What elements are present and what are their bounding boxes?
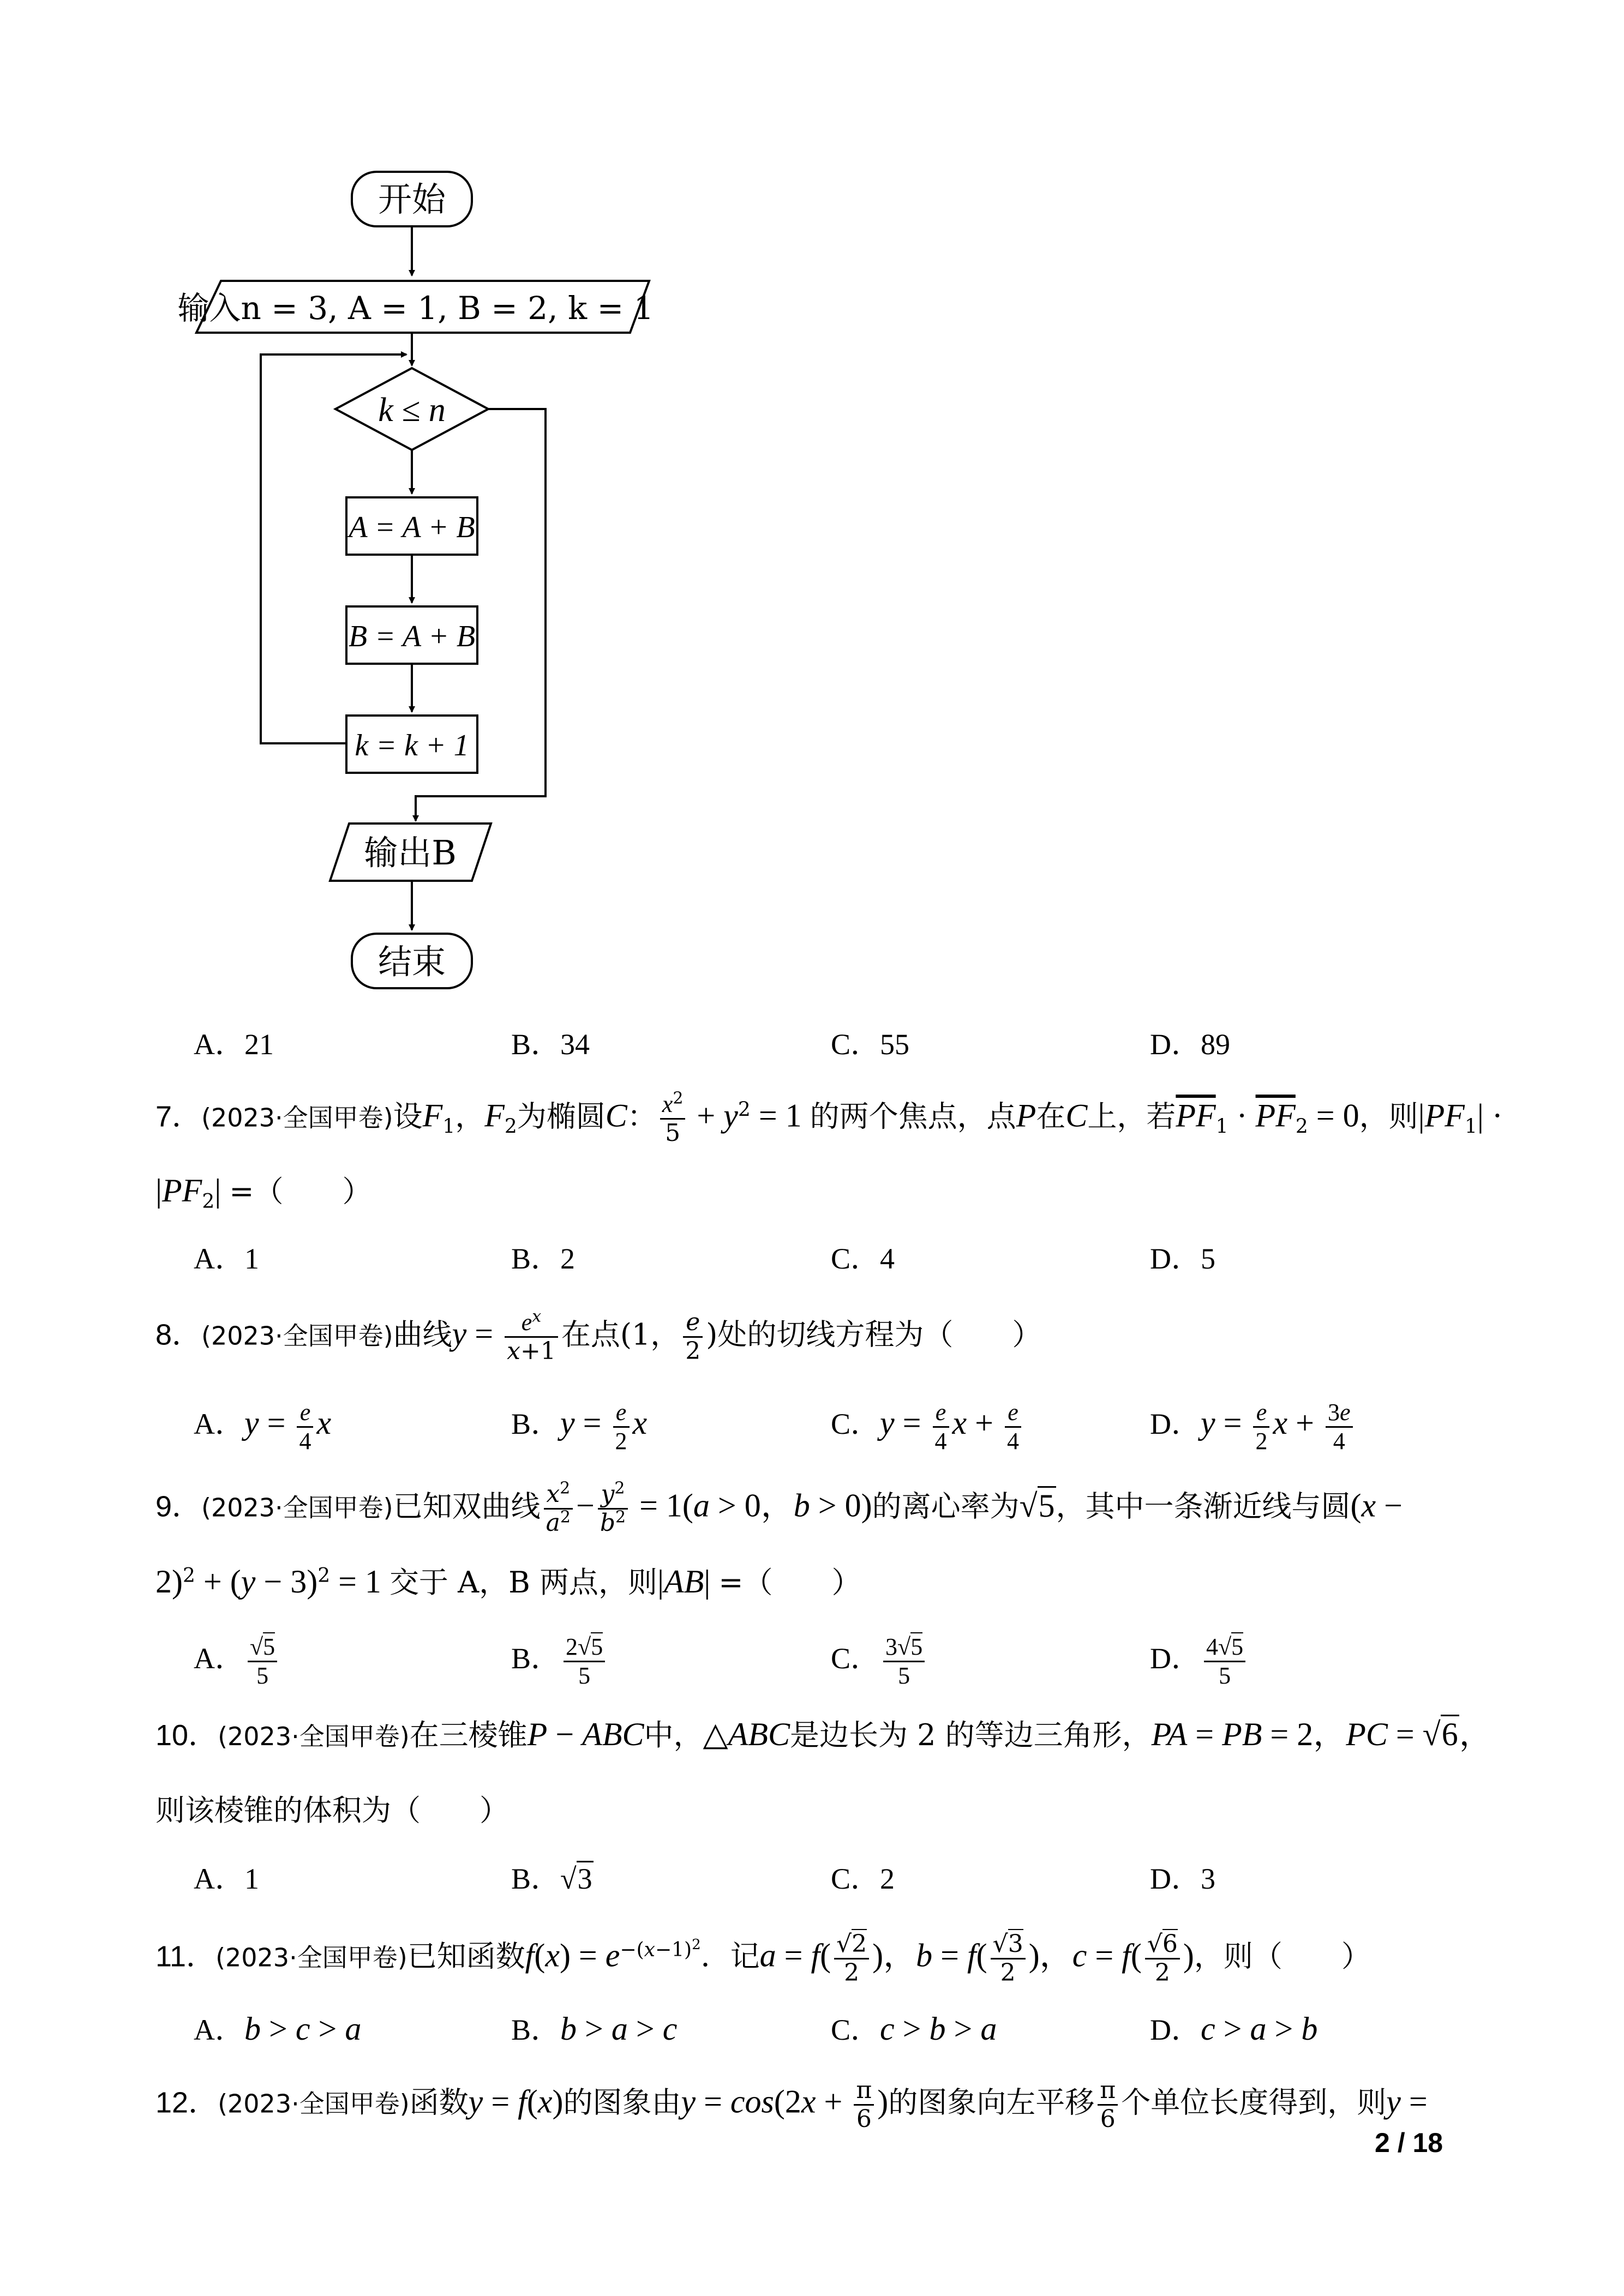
q9-text: 已知双曲线 — [393, 1489, 541, 1524]
q11-text: 已知函数 — [407, 1939, 525, 1974]
q10-source: (2023·全国甲卷) — [218, 1722, 410, 1751]
q7-stem: 7．(2023·全国甲卷)设$F_1$，$F_2$为椭圆C： $\frac{x^2}{5}$ + $y^2 = 1$ 的两个焦点，点P在C上，若$\overline{PF}_1 \cdot \overline{PF}_2 = 0$，则$|PF_1|$ · — [155, 1089, 1503, 1147]
q8-text: 在点(1， — [561, 1317, 680, 1352]
q6-option-c[interactable]: C．55 — [831, 1028, 910, 1061]
q9-text: ，其中一条渐近线与圆 — [1056, 1489, 1351, 1524]
q9-option-c[interactable]: C． $\frac{3√5}{5}$ — [831, 1633, 928, 1690]
q7-option-d[interactable]: D．5 — [1150, 1242, 1215, 1275]
q12-text: 的图象由 — [563, 2085, 681, 2120]
q10-option-d[interactable]: D．3 — [1150, 1862, 1215, 1895]
q12-source: (2023·全国甲卷) — [218, 2089, 410, 2119]
q10-option-c[interactable]: C．2 — [831, 1862, 895, 1895]
q8-source: (2023·全国甲卷) — [201, 1321, 393, 1351]
q7-text: ，则 — [1359, 1099, 1418, 1134]
q10-number: 10． — [155, 1719, 218, 1752]
q12-text: 个单位长度得到，则 — [1121, 2085, 1387, 2120]
q9-option-d[interactable]: D． $\frac{4√5}{5}$ — [1150, 1633, 1249, 1690]
q8-stem: 8．(2023·全国甲卷)曲线y = $\frac{e^x}{x+1}$ 在点(1， $\frac{e}{2}$ )处的切线方程为（ ） — [155, 1307, 1042, 1365]
q11-options — [0, 2007, 1624, 2061]
q11-option-a[interactable]: A．b > c > a — [194, 2011, 362, 2047]
q9-option-a[interactable]: A． $\frac{√5}{5}$ — [194, 1633, 280, 1690]
step-b-label: B = A + B — [348, 620, 476, 653]
q10-text: 在三棱锥 — [409, 1718, 528, 1752]
flowchart — [164, 164, 655, 993]
q9-options — [0, 1633, 1624, 1688]
q8-options — [0, 1399, 1624, 1453]
q11-source: (2023·全国甲卷) — [215, 1943, 408, 1973]
q10-text: 是边长为 2 的等边三角形， — [789, 1718, 1152, 1752]
q7-text: =（ ） — [229, 1174, 372, 1209]
q7-source: (2023·全国甲卷) — [201, 1103, 393, 1133]
q11-text: ，则（ ） — [1194, 1939, 1371, 1974]
q11-option-d[interactable]: D．c > a > b — [1150, 2011, 1318, 2047]
q7-option-c[interactable]: C．4 — [831, 1242, 895, 1275]
q11-option-c[interactable]: C．c > b > a — [831, 2011, 997, 2047]
input-label: 输入n = 3, A = 1, B = 2, k = 1 — [177, 290, 654, 327]
start-label: 开始 — [377, 179, 446, 219]
q12-stem: 12．(2023·全国甲卷)函数y = f(x)的图象由y = cos(2x + $\frac{\pi}{6}$ )的图象向左平移 $\frac{\pi}{6}$ 个单位长度得到，则y = — [155, 2076, 1428, 2133]
q9-text: 的离心率为 — [872, 1489, 1020, 1524]
q7-text: 的两个焦点，点 — [810, 1099, 1016, 1134]
step-k-label: k = k + 1 — [355, 729, 469, 762]
q11-stem: 11．(2023·全国甲卷)已知函数$f(x) = e^{-(x-1)^2}$．记a = f( $\frac{√2}{2}$ )，b = f( $\frac{√3}{2}$ )，c = f( $\frac{√6}{2}$ )，则（ ） — [155, 1930, 1371, 1987]
q6-option-d[interactable]: D．89 — [1150, 1028, 1230, 1061]
q9-source: (2023·全国甲卷) — [201, 1493, 393, 1523]
q11-text: ．记 — [700, 1939, 760, 1974]
q6-options — [0, 1023, 1624, 1077]
q10-option-a[interactable]: A．1 — [194, 1862, 259, 1895]
q9-stem-2: $2)^2 + (y - 3)^2 = 1$ 交于 A，B 两点，则|AB| =（ ） — [155, 1564, 861, 1600]
q7-number: 7． — [155, 1100, 202, 1133]
q6-option-b[interactable]: B．34 — [511, 1028, 590, 1061]
page-number: 2 / 18 — [1375, 2127, 1443, 2158]
condition-label: k ≤ n — [378, 392, 446, 429]
q10-stem: 10．(2023·全国甲卷)在三棱锥P − ABC中，△ABC是边长为 2 的等边三角形，PA = PB = 2，PC = √6， — [155, 1712, 1497, 1758]
q7-text: 上，若 — [1087, 1099, 1176, 1134]
q10-stem-2 — [155, 1789, 1497, 1832]
q10-text: 则该棱锥的体积为（ ） — [155, 1793, 509, 1828]
q9-text: 交于 A，B 两点，则 — [389, 1565, 657, 1600]
step-a-label: A = A + B — [349, 510, 475, 544]
q9-option-b[interactable]: B． $\frac{2√5}{5}$ — [511, 1633, 608, 1690]
q6-option-a[interactable]: A．21 — [194, 1028, 274, 1061]
q10-text: 中， — [644, 1718, 703, 1752]
q10-option-b[interactable]: B．√3 — [511, 1857, 594, 1901]
q8-text: 曲线 — [393, 1317, 452, 1352]
q9-text: =（ ） — [718, 1565, 861, 1600]
q12-number: 12． — [155, 2086, 218, 2119]
q8-option-d[interactable]: D．y = $\frac{e}{2}$ x + $\frac{3e}{4}$ — [1150, 1399, 1356, 1455]
q7-options — [0, 1237, 1624, 1291]
q12-text: 的图象向左平移 — [888, 2085, 1095, 2120]
q11-number: 11． — [155, 1940, 216, 1973]
q7-text: 设 — [393, 1099, 423, 1134]
q7-option-a[interactable]: A．1 — [194, 1242, 259, 1275]
q8-option-a[interactable]: A．y = $\frac{e}{4}$ x — [194, 1399, 332, 1454]
end-label: 结束 — [377, 942, 446, 982]
q9-number: 9． — [155, 1490, 202, 1523]
q7-stem-2: $|PF_2|$ =（ ） — [155, 1173, 372, 1213]
q8-option-c[interactable]: C．y = $\frac{e}{4}$ x + $\frac{e}{4}$ — [831, 1399, 1024, 1455]
q7-text: 在 — [1036, 1099, 1066, 1134]
q7-option-b[interactable]: B．2 — [511, 1242, 576, 1275]
q8-number: 8． — [155, 1318, 202, 1351]
q9-stem: 9．(2023·全国甲卷)已知双曲线 $\frac{x^2}{a^2}$ − $\frac{y^2}{b^2}$ = 1(a > 0，b > 0)的离心率为√5，其中一条渐近线与圆(x − — [155, 1478, 1403, 1537]
q12-text: 函数 — [409, 2085, 469, 2120]
q7-text: 为椭圆 — [517, 1099, 606, 1134]
q8-text: )处的切线方程为（ ） — [706, 1317, 1042, 1352]
q11-option-b[interactable]: B．b > a > c — [511, 2011, 678, 2047]
q10-options — [0, 1857, 1624, 1912]
q8-option-b[interactable]: B．y = $\frac{e}{2}$ x — [511, 1399, 648, 1454]
output-label: 输出B — [364, 833, 457, 873]
